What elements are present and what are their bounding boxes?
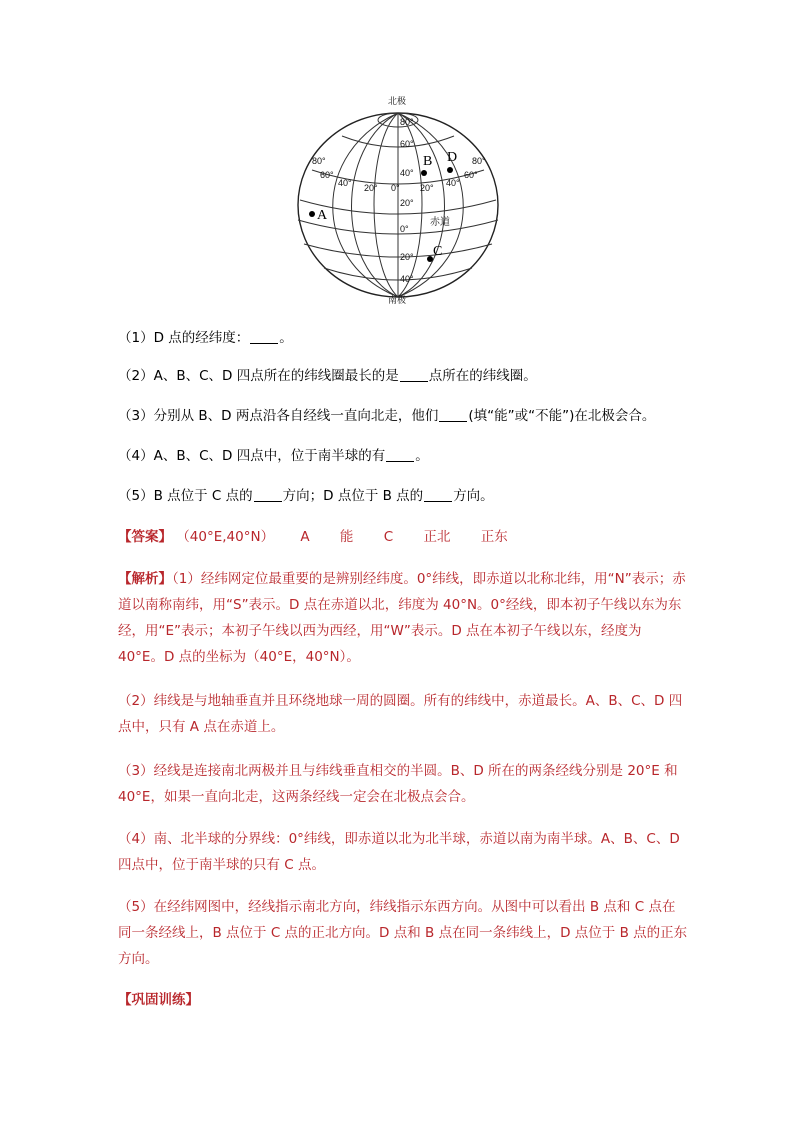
- section-title: 【巩固训练】: [118, 992, 199, 1008]
- question-1: （1）D 点的经纬度： 。: [118, 330, 293, 346]
- analysis-label: 【解析】: [118, 571, 172, 587]
- analysis-paragraph-2: （2）纬线是与地轴垂直并且环绕地球一周的圆圈。所有的纬线中，赤道最长。A、B、C、D 四点中，只有 A 点在赤道上。: [118, 693, 683, 735]
- lon-label-0: 0°: [391, 183, 400, 193]
- answer-item-4: C: [383, 529, 394, 545]
- lat-label-80: 80°: [400, 117, 414, 127]
- answer-item-2: A: [300, 529, 310, 545]
- answer-blank-5b[interactable]: [424, 488, 452, 502]
- lon-label-80w: 80°: [312, 156, 326, 166]
- point-d-label: D: [447, 150, 458, 165]
- meridian-20w: [374, 113, 398, 297]
- north-pole-label: 北极: [388, 96, 407, 106]
- answer-blank-4[interactable]: [386, 448, 414, 462]
- lon-label-40w: 40°: [338, 178, 352, 188]
- point-d: [447, 167, 453, 173]
- answer-blank-5a[interactable]: [254, 488, 282, 502]
- lat-label-40s: 40°: [400, 274, 414, 284]
- point-b-label: B: [423, 154, 433, 169]
- question-3: （3）分别从 B、D 两点沿各自经线一直向北走，他们 (填“能”或“不能”)在北极会合。: [118, 408, 656, 424]
- equator-label: 赤道: [430, 217, 450, 228]
- answer-blank-3[interactable]: [439, 408, 467, 422]
- answer-line: [118, 527, 508, 547]
- lon-label-80e: 80°: [472, 156, 486, 166]
- point-c-label: C: [433, 244, 443, 259]
- question-4: （4）A、B、C、D 四点中，位于南半球的有 。: [118, 448, 429, 464]
- analysis-paragraph-4: （4）南、北半球的分界线：0°纬线，即赤道以北为北半球，赤道以南为南半球。A、B、C、D 四点中，位于南半球的只有 C 点。: [118, 831, 680, 873]
- lon-label-20w: 20°: [364, 183, 378, 193]
- lat-label-40n: 40°: [400, 168, 414, 178]
- lat-label-20n: 20°: [400, 198, 414, 208]
- point-b: [421, 170, 427, 176]
- lat-label-60: 60°: [400, 139, 414, 149]
- answer-item-5: 正北: [423, 529, 451, 545]
- meridian-60w: [333, 113, 398, 297]
- globe-graticule-figure: [290, 92, 506, 304]
- answer-blank-1[interactable]: [250, 330, 278, 344]
- question-5: （5）B 点位于 C 点的 方向；D 点位于 B 点的 方向。: [118, 488, 494, 504]
- answer-blank-2[interactable]: [400, 368, 428, 382]
- analysis-paragraph-3: （3）经线是连接南北两极并且与纬线垂直相交的半圆。B、D 所在的两条经线分别是 20°E 和 40°E，如果一直向北走，这两条经线一定会在北极点会合。: [118, 763, 678, 805]
- answer-item-3: 能: [339, 529, 354, 545]
- south-pole-label: 南极: [388, 295, 407, 304]
- lat-label-20s: 20°: [400, 252, 414, 262]
- lon-label-60w: 60°: [320, 170, 334, 180]
- answer-label: 【答案】: [118, 529, 172, 545]
- answer-item-1: （40°E,40°N）: [176, 529, 275, 545]
- lon-label-60e: 60°: [464, 170, 478, 180]
- point-a: [309, 211, 315, 217]
- lon-label-40e: 40°: [446, 178, 460, 188]
- lat-label-0: 0°: [400, 224, 409, 234]
- question-2: （2）A、B、C、D 四点所在的纬线圈最长的是 点所在的纬线圈。: [118, 368, 537, 384]
- lon-label-20e: 20°: [420, 183, 434, 193]
- analysis-paragraph-1: 【解析】（1）经纬网定位最重要的是辨别经纬度。0°纬线，即赤道以北称北纬，用“N”表示；赤道以南称南纬，用“S”表示。D 点在赤道以北，纬度为 40°N。0°经线，即本初子午线以东为东经，用“E”表示；本初子午线以西为西经，用“W”表示。D 点在本初子午线以东，经度为 40°E。D 点的坐标为（40°E，40°N）。: [118, 571, 686, 665]
- analysis-paragraph-5: （5）在经纬网图中，经线指示南北方向，纬线指示东西方向。从图中可以看出 B 点和 C 点在同一条经线上，B 点位于 C 点的正北方向。D 点和 B 点在同一条纬线上，D 点位于 B 点的正东方向。: [118, 899, 688, 967]
- point-a-label: A: [317, 208, 328, 223]
- answer-item-6: 正东: [480, 529, 508, 545]
